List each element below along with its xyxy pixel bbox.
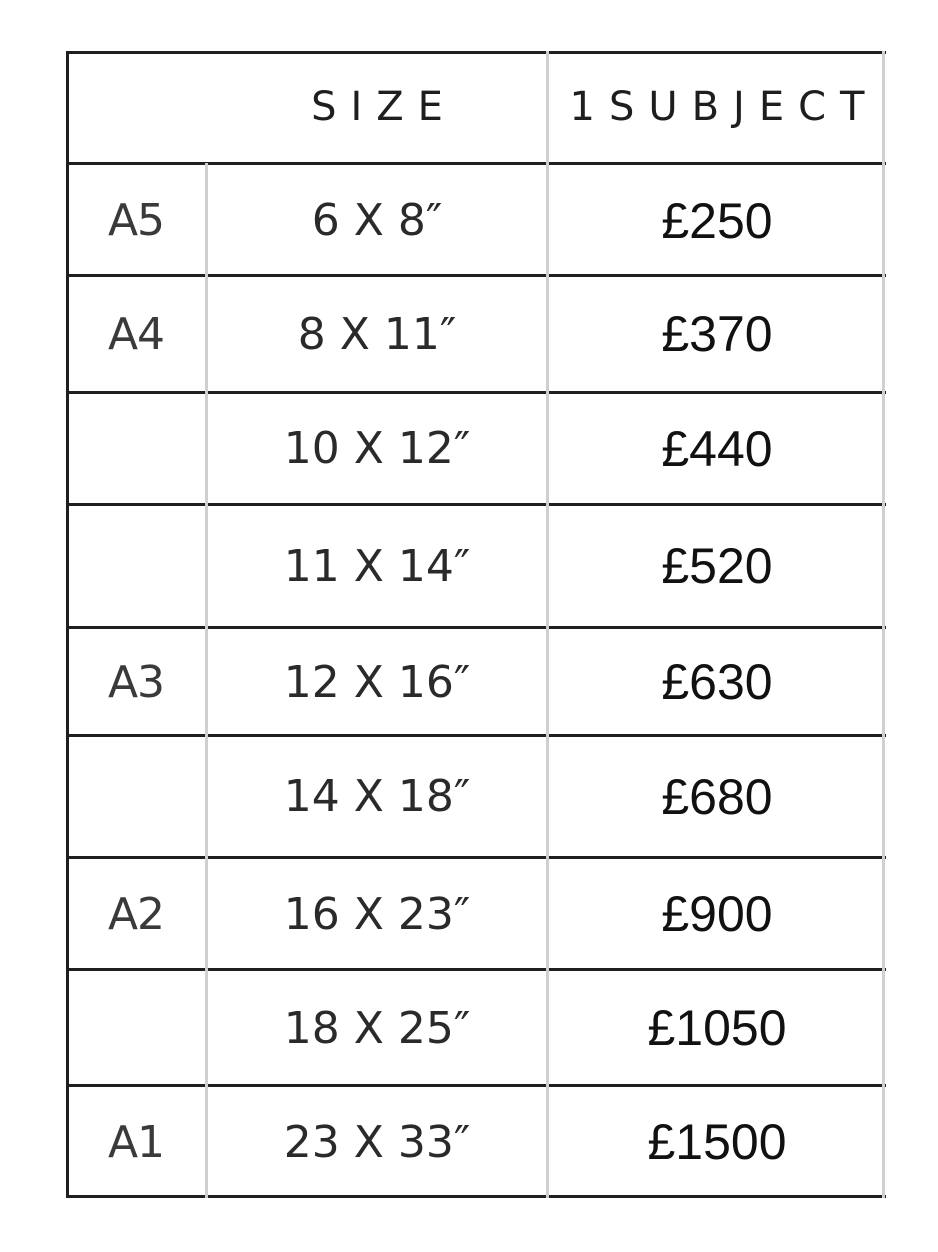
row-size: 18 X 25″ (283, 1002, 471, 1054)
price-table (66, 51, 886, 1198)
row-size: 10 X 12″ (283, 423, 471, 474)
row-size: 12 X 16″ (283, 656, 471, 708)
row-divider (66, 274, 886, 277)
row-size: 6 X 8″ (311, 195, 443, 246)
row-paper: A2 (107, 888, 165, 940)
row-price: £370 (661, 306, 773, 362)
table-border-top (66, 51, 886, 54)
row-size: 16 X 23″ (283, 888, 471, 940)
header-paper (66, 51, 206, 163)
row-price: £250 (661, 192, 773, 249)
row-paper (66, 971, 206, 1085)
row-price: £440 (661, 420, 773, 477)
row-price: £900 (661, 886, 773, 942)
row-divider (66, 856, 886, 859)
row-divider (66, 503, 886, 506)
row-paper: A5 (107, 195, 165, 246)
row-divider (66, 734, 886, 737)
row-divider (66, 968, 886, 971)
row-size: 14 X 18″ (283, 771, 471, 822)
row-paper: A4 (107, 308, 165, 360)
row-size: 23 X 33″ (283, 1116, 471, 1168)
row-price: £1050 (647, 1000, 787, 1056)
table-border-bottom (66, 1195, 886, 1198)
row-paper (66, 394, 206, 503)
row-size: 11 X 14″ (283, 540, 471, 592)
row-divider (66, 1084, 886, 1087)
row-paper: A1 (107, 1116, 165, 1168)
row-divider (66, 626, 886, 629)
row-paper (66, 737, 206, 856)
header-price: 1SUBJECT (569, 84, 879, 130)
column-divider (205, 163, 208, 1198)
row-price: £680 (661, 768, 773, 825)
row-price: £630 (661, 654, 773, 710)
table-border-right (882, 51, 885, 1198)
row-price: £1500 (647, 1114, 787, 1170)
header-size: SIZE (311, 84, 457, 130)
row-paper (66, 506, 206, 626)
row-size: 8 X 11″ (297, 308, 457, 360)
column-divider (546, 51, 549, 1198)
row-divider (66, 162, 886, 165)
table-border-left (66, 51, 69, 1198)
row-paper: A3 (107, 656, 165, 708)
row-divider (66, 391, 886, 394)
row-price: £520 (661, 538, 773, 594)
